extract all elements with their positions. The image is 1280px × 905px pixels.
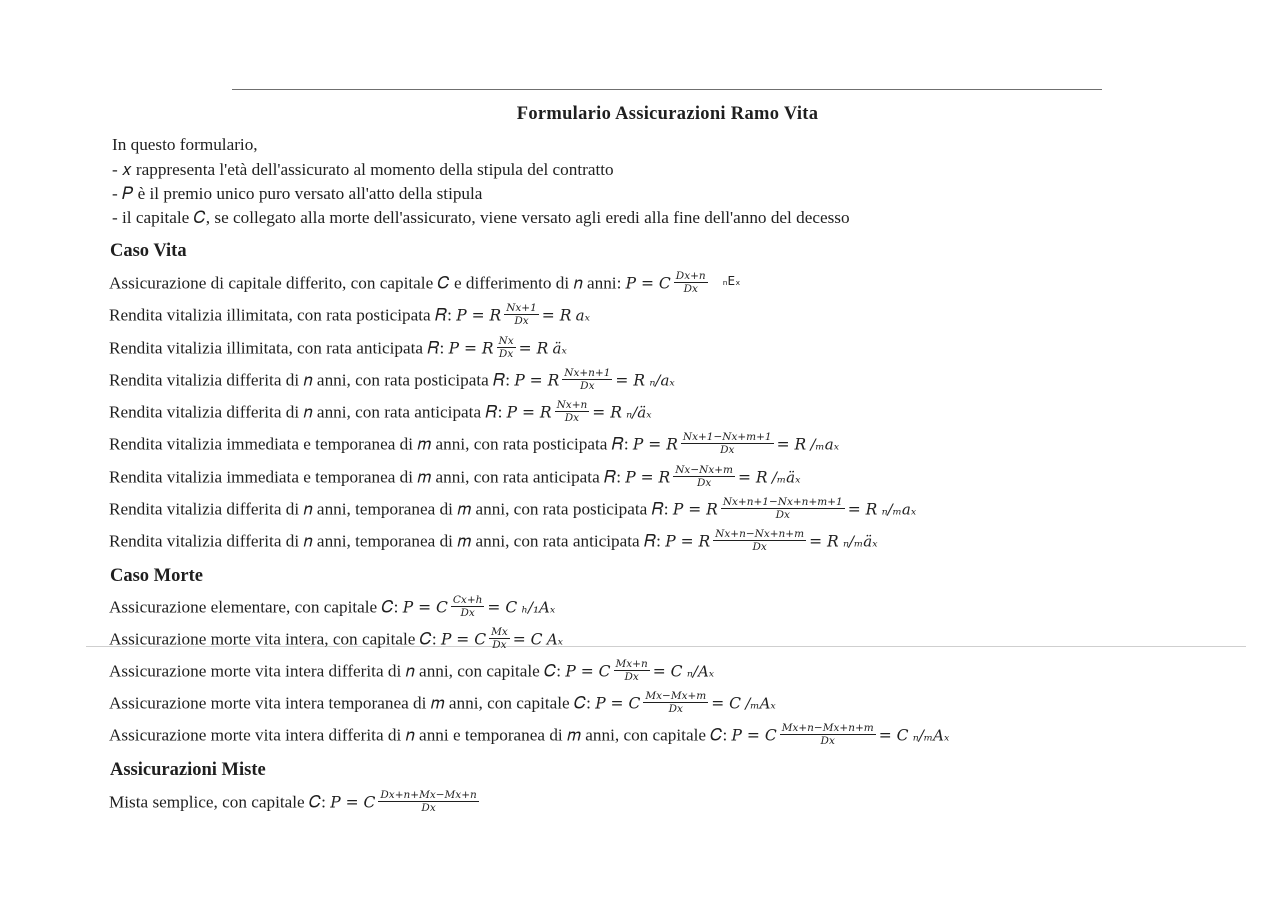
formula-line (109, 660, 714, 685)
formula-lhs: P = C (440, 630, 487, 649)
formula-line (109, 692, 776, 717)
fraction-denominator: Dx (580, 380, 595, 392)
formula-description: Rendita vitalizia differita di 𝑛 anni, temporanea di 𝑚 anni, con rata anticipata 𝑅: (109, 531, 661, 551)
fraction-denominator: Dx (564, 412, 580, 424)
formula-rhs: = R (592, 403, 622, 422)
formula-fraction (497, 335, 516, 360)
actuarial-symbol: ₙ/ₘAₓ (912, 726, 950, 745)
fraction-numerator: Mx+n (615, 658, 648, 670)
formula-line (109, 466, 800, 491)
intro-line: - 𝑥 rappresenta l'età dell'assicurato al momento della stipula del contratto (112, 160, 614, 179)
fraction-denominator: Dx (696, 477, 712, 489)
formula-rhs: = R (518, 339, 549, 358)
formula-description: Assicurazione di capitale differito, con capitale 𝐶 e differimento di 𝑛 anni: (109, 273, 622, 293)
actuarial-symbol: ₙ/ₘaₓ (881, 500, 917, 519)
formula-rhs: = C (878, 726, 909, 745)
formula-description: Rendita vitalizia immediata e temporanea di 𝑚 anni, con rata posticipata 𝑅: (109, 434, 629, 454)
fraction-denominator: Dx (775, 509, 790, 521)
formula-description: Rendita vitalizia illimitata, con rata anticipata 𝑅: (109, 338, 445, 358)
formula-line (109, 433, 839, 458)
formula-rhs: = C (487, 598, 518, 617)
formula-fraction (504, 302, 539, 327)
formula-fraction (673, 464, 735, 489)
actuarial-symbol: ₕ/₁Aₓ (521, 598, 556, 617)
top-rule (232, 89, 1102, 90)
fraction-numerator: Nx+1 (506, 302, 537, 314)
fraction-numerator: Nx+n+1 (564, 367, 611, 379)
formula-line (109, 498, 916, 523)
formula-description: Assicurazione morte vita intera differita di 𝑛 anni e temporanea di 𝑚 anni, con capitale 𝐶: (109, 725, 728, 745)
formula-rhs: = R (541, 306, 572, 325)
formula-line (109, 596, 555, 621)
intro-line: - il capitale 𝐶, se collegato alla morte dell'assicurato, viene versato agli eredi alla fine dell'anno del decesso (112, 208, 850, 227)
formula-line (109, 530, 878, 555)
fraction-numerator: Nx−Nx+m (675, 464, 733, 476)
actuarial-symbol: äₓ (552, 339, 567, 358)
fraction-denominator: Dx (752, 541, 767, 553)
formula-fraction (643, 690, 708, 715)
fraction-numerator: Nx (498, 335, 514, 347)
formula-fraction (451, 594, 485, 619)
fraction-numerator: Mx−Mx+m (645, 690, 707, 702)
fraction-denominator: Dx (421, 802, 436, 814)
fraction-numerator: Dx+n+Mx−Mx+n (380, 789, 477, 801)
formula-lhs: P = C (330, 793, 376, 812)
formula-rhs: = R (615, 371, 646, 390)
formula-fraction (489, 626, 510, 651)
fraction-numerator: Dx+n (675, 270, 706, 282)
formula-line (109, 628, 563, 653)
fraction-numerator: Cx+h (452, 594, 483, 606)
actuarial-symbol: Aₓ (546, 630, 564, 649)
formula-lhs: P = C (731, 726, 777, 745)
formula-description: Assicurazione morte vita intera, con capitale 𝐶: (109, 629, 437, 649)
fraction-denominator: Dx (720, 444, 735, 456)
intro-line: - 𝑃 è il premio unico puro versato all'atto della stipula (112, 184, 483, 203)
page-title: Formulario Assicurazioni Ramo Vita (516, 104, 819, 124)
formula-line (109, 272, 740, 297)
formula-line (109, 724, 949, 749)
formula-rhs: = C (652, 662, 683, 681)
formula-fraction (562, 367, 612, 392)
formula-line (109, 401, 652, 426)
section-heading-caso-vita: Caso Vita (110, 241, 187, 261)
formula-lhs: P = C (402, 598, 448, 617)
fraction-denominator: Dx (514, 315, 529, 327)
formula-description: Rendita vitalizia differita di 𝑛 anni, temporanea di 𝑚 anni, con rata posticipata 𝑅: (109, 499, 669, 519)
formula-lhs: P = R (625, 468, 671, 487)
formula-fraction (713, 528, 806, 553)
formula-fraction (555, 399, 590, 424)
formula-fraction (674, 270, 708, 295)
fraction-denominator: Dx (820, 735, 835, 747)
actuarial-symbol: /ₘäₓ (771, 468, 801, 487)
formula-fraction (378, 789, 478, 814)
formula-rhs: = R (809, 532, 839, 551)
formula-rhs: = R (738, 468, 768, 487)
actuarial-symbol: aₓ (575, 306, 590, 325)
formula-lhs: P = C (595, 694, 641, 713)
fraction-numerator: Nx+1−Nx+m+1 (682, 431, 772, 443)
fraction-denominator: Dx (498, 348, 514, 360)
fraction-numerator: Mx (491, 626, 508, 638)
formula-rhs: = C (512, 630, 543, 649)
section-heading-caso-morte: Caso Morte (110, 566, 203, 586)
formula-fraction (681, 431, 774, 456)
formula-line (109, 304, 590, 329)
actuarial-symbol: ₙ/äₓ (626, 403, 652, 422)
intro-line: In questo formulario, (112, 135, 258, 154)
fraction-numerator: Nx+n+1−Nx+n+m+1 (722, 496, 843, 508)
formula-rhs: = R (776, 435, 807, 454)
formula-description: Rendita vitalizia immediata e temporanea di 𝑚 anni, con rata anticipata 𝑅: (109, 467, 621, 487)
formula-description: Assicurazione morte vita intera differita di 𝑛 anni, con capitale 𝐶: (109, 661, 562, 681)
actuarial-symbol: ₙ/Aₓ (686, 662, 715, 681)
formula-rhs: = R (847, 500, 878, 519)
formula-lhs: P = R (514, 371, 560, 390)
formula-description: Mista semplice, con capitale 𝐶: (109, 792, 326, 812)
formula-lhs: P = C (565, 662, 611, 681)
formula-description: Rendita vitalizia differita di 𝑛 anni, con rata posticipata 𝑅: (109, 370, 511, 390)
fraction-numerator: Nx+n−Nx+n+m (715, 528, 805, 540)
formula-lhs: P = R (632, 435, 678, 454)
formula-description: Rendita vitalizia illimitata, con rata posticipata 𝑅: (109, 305, 452, 325)
formula-line (109, 337, 567, 362)
formula-line (109, 369, 675, 394)
formula-lhs: P = C (625, 274, 671, 293)
formula-fraction (614, 658, 650, 683)
fraction-denominator: Dx (668, 703, 683, 715)
formula-lhs: P = R (665, 532, 711, 551)
actuarial-symbol: ₙ/ₘäₓ (842, 532, 878, 551)
fraction-numerator: Nx+n (556, 399, 588, 411)
fraction-denominator: Dx (492, 639, 507, 651)
fraction-denominator: Dx (460, 607, 475, 619)
formula-description: Assicurazione elementare, con capitale 𝐶: (109, 597, 399, 617)
formula-lhs: P = R (672, 500, 718, 519)
formula-line (109, 791, 482, 816)
actuarial-symbol: ₙ/aₓ (649, 371, 675, 390)
formula-lhs: P = R (456, 306, 502, 325)
formula-lhs: P = R (506, 403, 552, 422)
fraction-numerator: Mx+n−Mx+n+m (781, 722, 874, 734)
section-heading-assicurazioni-miste: Assicurazioni Miste (110, 760, 266, 780)
formula-lhs: P = R (448, 339, 494, 358)
formula-fraction (721, 496, 845, 521)
formula-description: Rendita vitalizia differita di 𝑛 anni, con rata anticipata 𝑅: (109, 402, 503, 422)
formula-description: Assicurazione morte vita intera temporanea di 𝑚 anni, con capitale 𝐶: (109, 693, 591, 713)
actuarial-symbol: ₙEₓ (722, 274, 741, 289)
actuarial-symbol: /ₘaₓ (810, 435, 840, 454)
formula-rhs: = C (711, 694, 742, 713)
fraction-denominator: Dx (683, 283, 698, 295)
fraction-denominator: Dx (624, 671, 639, 683)
actuarial-symbol: /ₘAₓ (745, 694, 776, 713)
formula-fraction (780, 722, 876, 747)
